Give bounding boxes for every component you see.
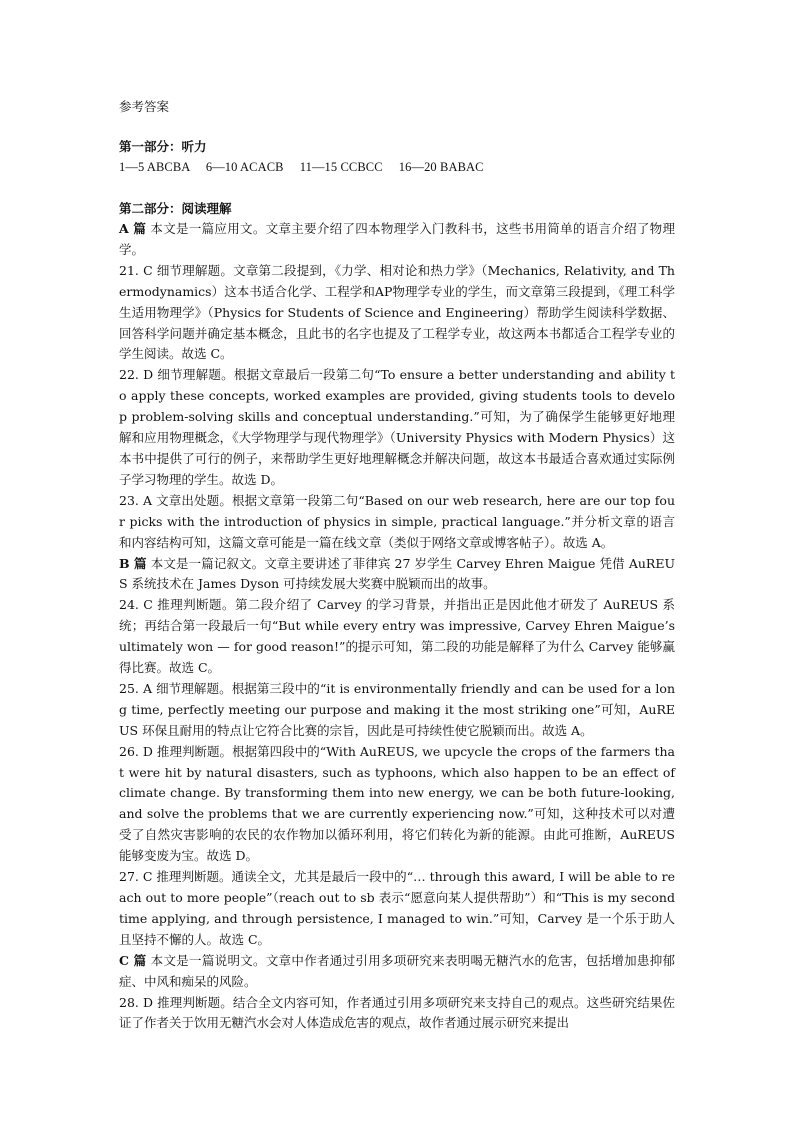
explanation-text: 26. D 推理判断题。根据第四段中的“With AuREUS, we upcycle the crops of the farmers that were hit by natural disasters, such as typhoons, which also happen to be an effect of climate change. By transforming them into new energy, we can be both future-looking, and solve the problems that we are currently experiencing now.”可知，这种技术可以对遭受了自然灾害影响的农民的农作物加以循环利用，将它们转化为新的能源。由此可推断，AuREUS 能够变废为宝。故选 D。 (119, 743, 675, 864)
explanation-text: 28. D 推理判断题。结合全文内容可知，作者通过引用多项研究来支持自己的观点。这些研究结果佐证了作者关于饮用无糖汽水会对人体造成危害的观点，故作者通过展示研究来提出 (119, 994, 675, 1031)
page-title: 参考答案 (119, 99, 170, 114)
explanation-text: 本文是一篇记叙文。文章主要讲述了菲律宾 27 岁学生 Carvey Ehren Maigue 凭借 AuREUS 系统技术在 James Dyson 可持续发展大奖赛中脱颖而出的故事。 (119, 555, 676, 592)
explanation-paragraph (119, 261, 675, 366)
explanation-paragraph (119, 595, 675, 679)
reading-explanations (119, 219, 675, 1034)
passage-label: C 篇 (119, 952, 147, 968)
explanation-text: 27. C 推理判断题。通读全文，尤其是最后一段中的“… through this award, I will be able to reach out to more people”（reach out to sb 表示“愿意向某人提供帮助”）和“This is my second time applying, and through persistence, I managed to win.”可知，Carvey 是一个乐于助人且坚持不懈的人。故选 C。 (119, 869, 675, 947)
explanation-paragraph (119, 742, 675, 867)
explanation-text: 24. C 推理判断题。第二段介绍了 Carvey 的学习背景，并指出正是因此他才研发了 AuREUS 系统；再结合第一段最后一句“But while every entry was impressive, Carvey Ehren Maigue’s ultimately won — for good reason!”的提示可知，第二段的功能是解释了为什么 Carvey 能够赢得比赛。故选 C。 (119, 597, 675, 676)
explanation-paragraph (119, 365, 675, 490)
explanation-text: 25. A 细节理解题。根据第三段中的“it is environmentally friendly and can be used for a long time, perfectly meeting our purpose and making it the most striking one”可知，AuREUS 环保且耐用的特点让它符合比赛的宗旨，因此是可持续性使它脱颖而出。故选 A。 (119, 680, 675, 738)
explanation-paragraph (119, 993, 675, 1035)
explanation-text: 22. D 细节理解题。根据文章最后一段第二句“To ensure a better understanding and ability to apply these concepts, worked examples are provided, giving students tools to develop problem-solving skills and conceptual understanding.”可知，为了确保学生能够更好地理解和应用物理概念，《大学物理学与现代物理学》（University Physics with Modern Physics）这本书中提供了可行的例子，来帮助学生更好地理解概念并解决问题，故这本书最适合喜欢通过实际例子学习物理的学生。故选 D。 (119, 367, 675, 487)
answer-key-page (119, 96, 675, 1034)
explanation-paragraph (119, 219, 675, 261)
explanation-text: 本文是一篇应用文。文章主要介绍了四本物理学入门教科书，这些书用简单的语言介绍了物理学。 (119, 221, 675, 257)
explanation-text: 21. C 细节理解题。文章第二段提到，《力学、相对论和热力学》（Mechanics, Relativity, and Thermodynamics）这本书适合化学、工程学和AP物理学专业的学生，而文章第三段提到，《理工科学生适用物理学》（Physics for Students of Science and Engineering）帮助学生阅读科学数据、回答科学问题并确定基本概念，且此书的名字也提及了工程学专业，故这两本书都适合工程学专业的学生阅读。故选 C。 (119, 262, 675, 362)
listening-answers: 1—5 ABCBA 6—10 ACACB 11—15 CCBCC 16—20 BABAC (119, 160, 484, 174)
explanation-text: 23. A 文章出处题。根据文章第一段第二句“Based on our web research, here are our top four picks with the introduction of physics in simple, practical language.”并分析文章的语言和内容结构可知，这篇文章可能是一篇在线文章（类似于网络文章或博客帖子）。故选 A。 (119, 492, 675, 550)
explanation-paragraph (119, 554, 675, 596)
passage-label: A 篇 (119, 221, 147, 236)
section-heading-listening: 第一部分：听力 (119, 139, 207, 154)
section-heading-reading: 第二部分：阅读理解 (119, 201, 232, 216)
explanation-text: 本文是一篇说明文。文章中作者通过引用多项研究来表明喝无糖汽水的危害，包括增加患抑郁症、中风和痴呆的风险。 (119, 952, 675, 989)
explanation-paragraph (119, 951, 675, 993)
explanation-paragraph (119, 679, 675, 742)
explanation-paragraph (119, 491, 675, 554)
explanation-paragraph (119, 867, 675, 951)
passage-label: B 篇 (119, 555, 147, 571)
